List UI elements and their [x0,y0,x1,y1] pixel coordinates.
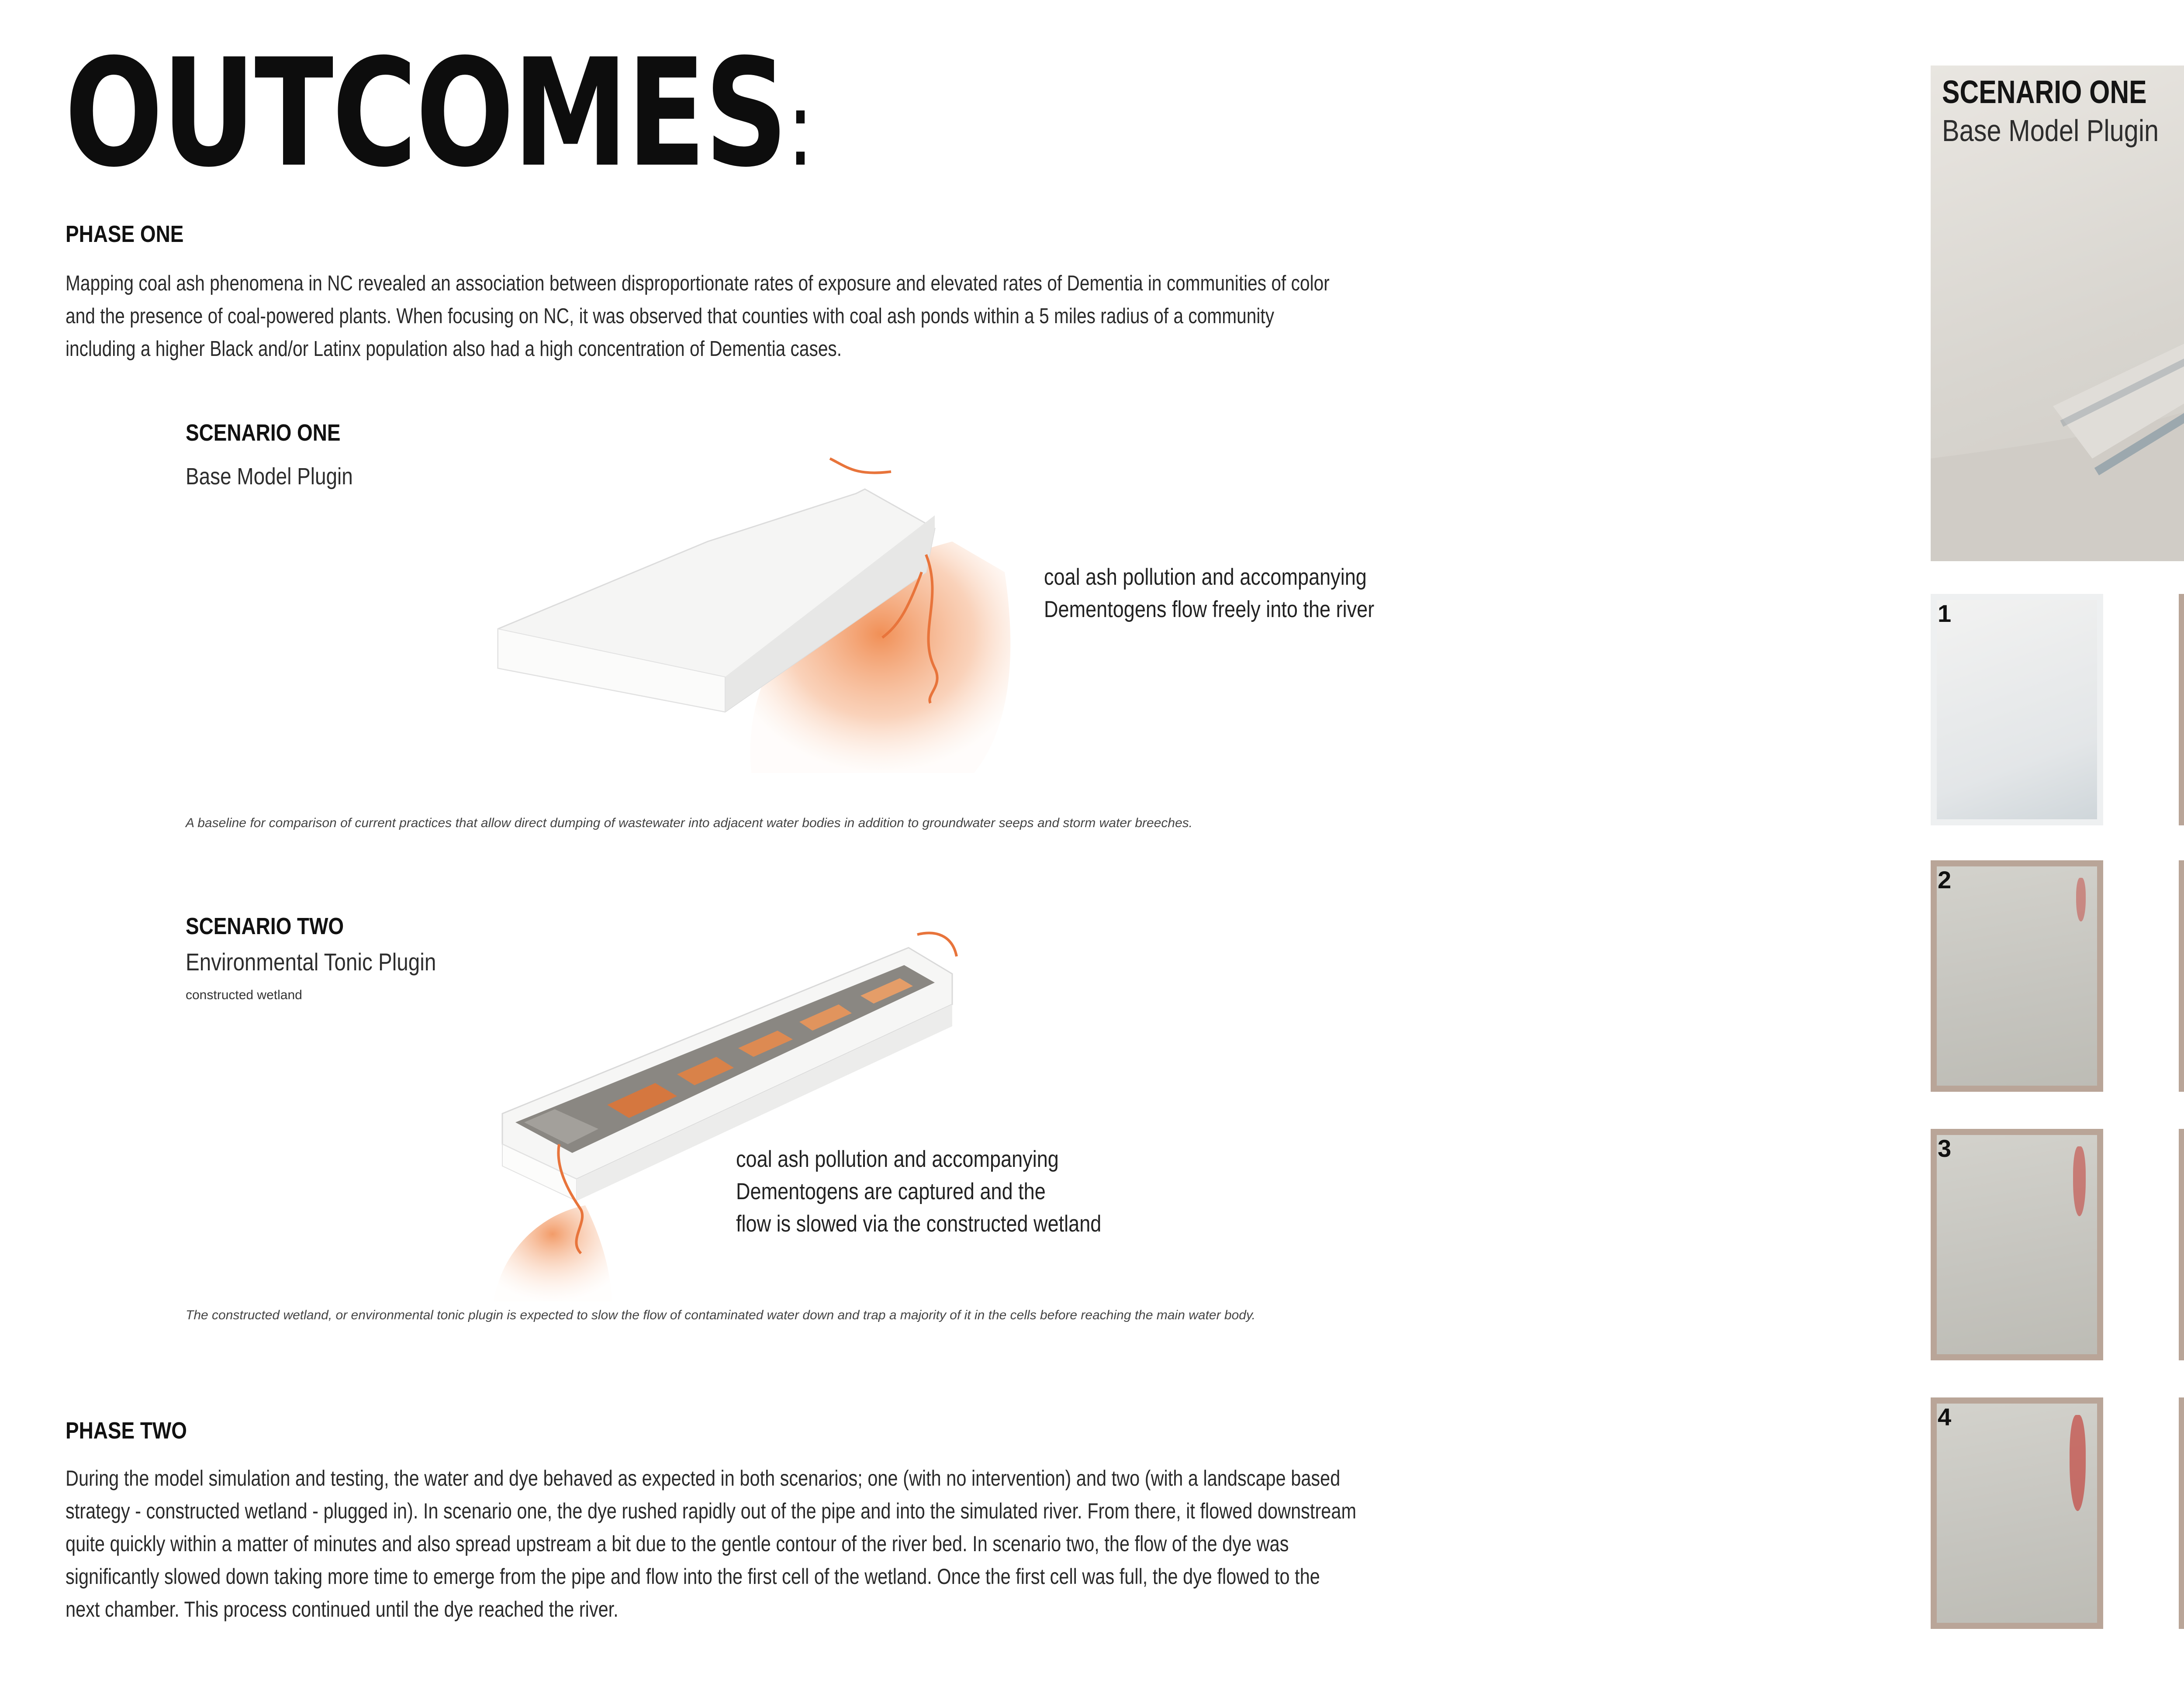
phase-one-heading: PHASE ONE [66,221,184,247]
scenario-two-caption: The constructed wetland, or environmental tonic plugin is expected to slow the flow of contaminated water down and trap a majority of it in the cells before reaching the main water body. [186,1308,1256,1322]
scenario-one-diagram [480,441,1070,777]
phase-two-heading: PHASE TWO [66,1418,187,1444]
scenario-two-note: coal ash pollution and accompanying Dementogens are captured and the flow is slowed via the constructed wetland [736,1146,1102,1237]
scenario-one-caption: A baseline for comparison of current practices that allow direct dumping of wastewater into adjacent water bodies in addition to groundwater seeps and storm water breeches. [186,816,1193,830]
scenario-one-photo-subtitle: Base Model Plugin [1942,114,2159,148]
scenario-one-photo-label [1942,73,2184,148]
page-title [65,27,813,200]
scenario-one-frame-1 [1931,594,2103,825]
scenario-one-photo [1931,66,2184,561]
dye-plume [2070,1415,2086,1511]
scenario-one-photo-title: SCENARIO ONE [1942,74,2147,110]
page-title-text: OUTCOMES [65,27,787,200]
frame-number: 3 [1938,1135,1952,1162]
dye-plume [2073,1146,2086,1216]
scenario-one-frame-2 [1931,860,2103,1092]
frame-image [1937,600,2097,819]
scenario-two-sublabel: constructed wetland [186,988,302,1002]
frame-image [1937,866,2097,1086]
frame-number: 4 [1938,1403,1952,1431]
page-title-colon: : [786,67,813,190]
scenario-one-frame-3 [1931,1129,2103,1360]
scenario-two-subtitle: Environmental Tonic Plugin [186,948,436,976]
scenario-one-frame-6 [2179,860,2184,1092]
phase-two-body: During the model simulation and testing, the water and dye behaved as expected in both scenarios; one (with no intervention) and two (with a landscape based strategy - constructed wetland - plugged in). In scenario one, the dye rushed rapidly out of the pipe and into the simulated river. From there, it flowed downstream quite quickly within a matter of minutes and also spread upstream a bit due to the gentle contour of the river bed. In scenario two, the flow of the dye was significantly slowed down taking more time to emerge from the pipe and flow into the first cell of the wetland. Once the first cell was full, the dye flowed to the next chamber. This process continued until the dye reached the river. [66,1466,1357,1621]
dye-plume [2076,878,2086,921]
scenario-one-heading: SCENARIO ONE [186,420,341,446]
scenario-one-frame-5 [2179,594,2184,825]
scenario-one-frame-8 [2179,1397,2184,1629]
scenario-one-frame-7 [2179,1129,2184,1360]
scenario-one-note: coal ash pollution and accompanying Dementogens flow freely into the river [1044,564,1375,622]
scenario-one-subtitle: Base Model Plugin [186,463,353,490]
scenario-two-heading: SCENARIO TWO [186,913,344,939]
frame-number: 1 [1938,600,1952,627]
frame-number: 2 [1938,866,1952,894]
scenario-one-frame-4 [1931,1397,2103,1629]
phase-one-body: Mapping coal ash phenomena in NC revealed an association between disproportionate rates of exposure and elevated rates of Dementia in communities of color and the presence of coal-powered plants. When focusing on NC, it was observed that counties with coal ash ponds within a 5 miles radius of a community including a higher Black and/or Latinx population also had a high concentration of Dementia cases. [66,272,1330,361]
scenario-two-diagram [472,917,987,1310]
